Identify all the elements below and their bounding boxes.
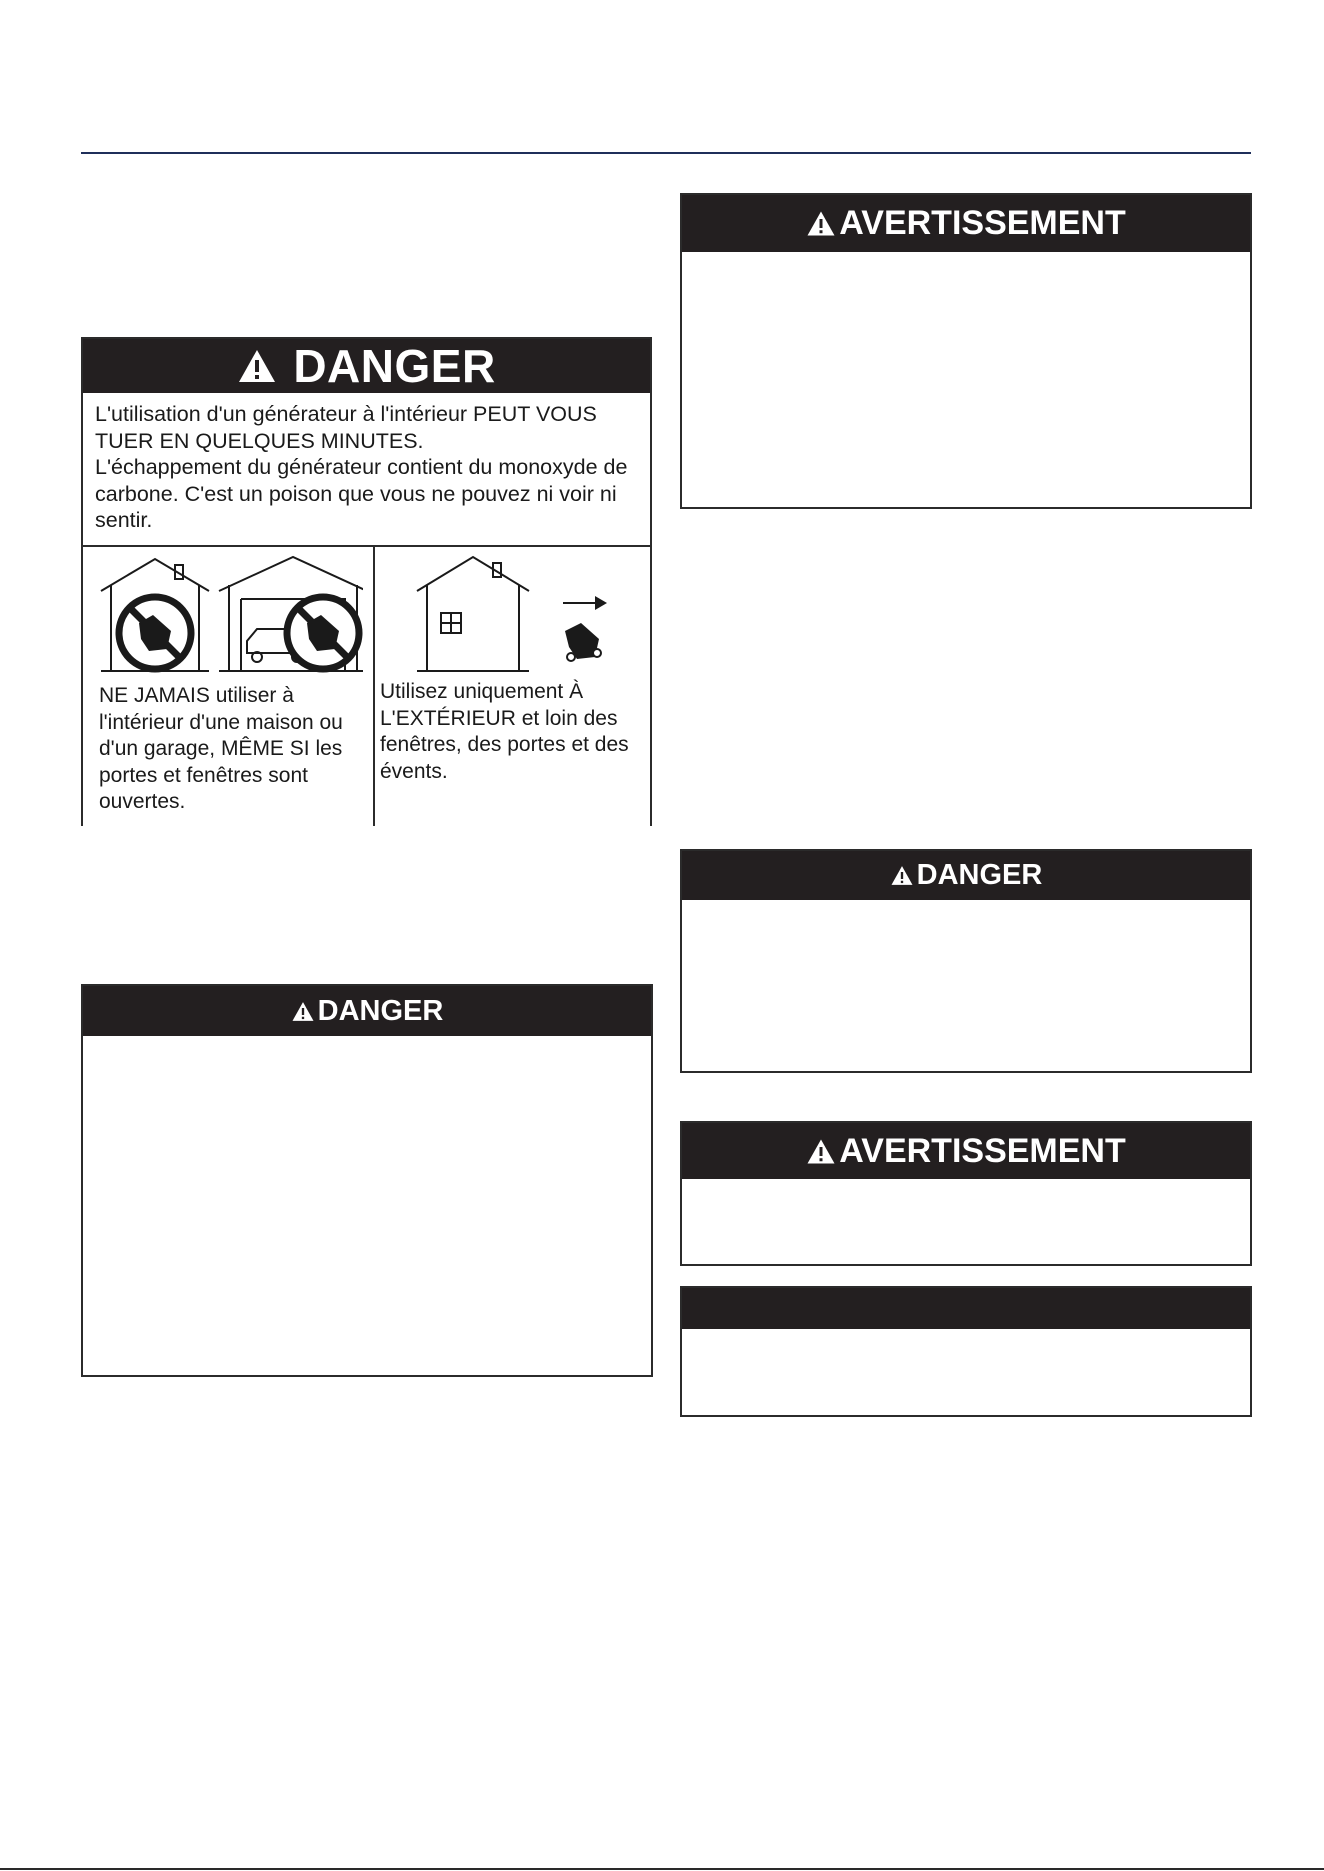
no-indoor-generator-icon	[97, 553, 363, 683]
warning-triangle-icon	[890, 865, 914, 886]
caption-line: L'EXTÉRIEUR et loin des	[380, 706, 618, 730]
panel-divider	[83, 545, 650, 547]
danger-message	[83, 393, 650, 545]
danger-header-label: DANGER	[293, 340, 496, 392]
danger-header	[83, 339, 650, 393]
danger-carbon-monoxide-panel	[81, 337, 652, 826]
caption-line: ouvertes.	[99, 790, 186, 813]
warning-header	[682, 1123, 1250, 1179]
caption-line: l'intérieur d'une maison ou	[99, 710, 343, 734]
panel-divider	[373, 545, 375, 826]
danger-box-right	[680, 849, 1252, 1073]
danger-message-line: L'échappement du générateur contient du monoxyde de	[95, 455, 628, 479]
danger-header-label: DANGER	[317, 994, 444, 1027]
warning-triangle-icon	[237, 348, 277, 384]
caption-line: Utilisez uniquement À	[380, 680, 584, 703]
indoor-prohibition-caption	[99, 683, 343, 816]
notice-header	[682, 1288, 1250, 1329]
danger-message-line: carbone. C'est un poison que vous ne pouvez ni voir ni	[95, 481, 617, 506]
warning-header-label: AVERTISSEMENT	[839, 204, 1126, 242]
warning-triangle-icon	[806, 210, 836, 237]
warning-triangle-icon	[291, 1001, 315, 1022]
warning-box-bottom	[680, 1121, 1252, 1266]
caption-line: NE JAMAIS utiliser à	[99, 684, 294, 707]
danger-header	[682, 851, 1250, 900]
danger-message-line: sentir.	[95, 508, 153, 532]
danger-box-left	[81, 984, 653, 1377]
danger-message-line: TUER EN QUELQUES MINUTES.	[95, 428, 424, 453]
notice-box	[680, 1286, 1252, 1417]
warning-header-label: AVERTISSEMENT	[839, 1131, 1126, 1170]
bottom-rule	[0, 1868, 1324, 1870]
caption-line: portes et fenêtres sont	[99, 763, 308, 787]
warning-header	[682, 195, 1250, 252]
outdoor-generator-icon	[413, 553, 633, 683]
outdoor-use-caption	[380, 679, 629, 785]
danger-header	[83, 986, 651, 1036]
danger-message-line: L'utilisation d'un générateur à l'intérieur PEUT VOUS	[95, 402, 597, 426]
caption-line: fenêtres, des portes et des	[380, 733, 629, 756]
caption-line: d'un garage, MÊME SI les	[99, 737, 343, 760]
warning-triangle-icon	[806, 1138, 836, 1165]
warning-box-top	[680, 193, 1252, 509]
danger-header-label: DANGER	[916, 859, 1043, 891]
top-rule	[81, 152, 1251, 154]
caption-line: évents.	[380, 759, 448, 783]
